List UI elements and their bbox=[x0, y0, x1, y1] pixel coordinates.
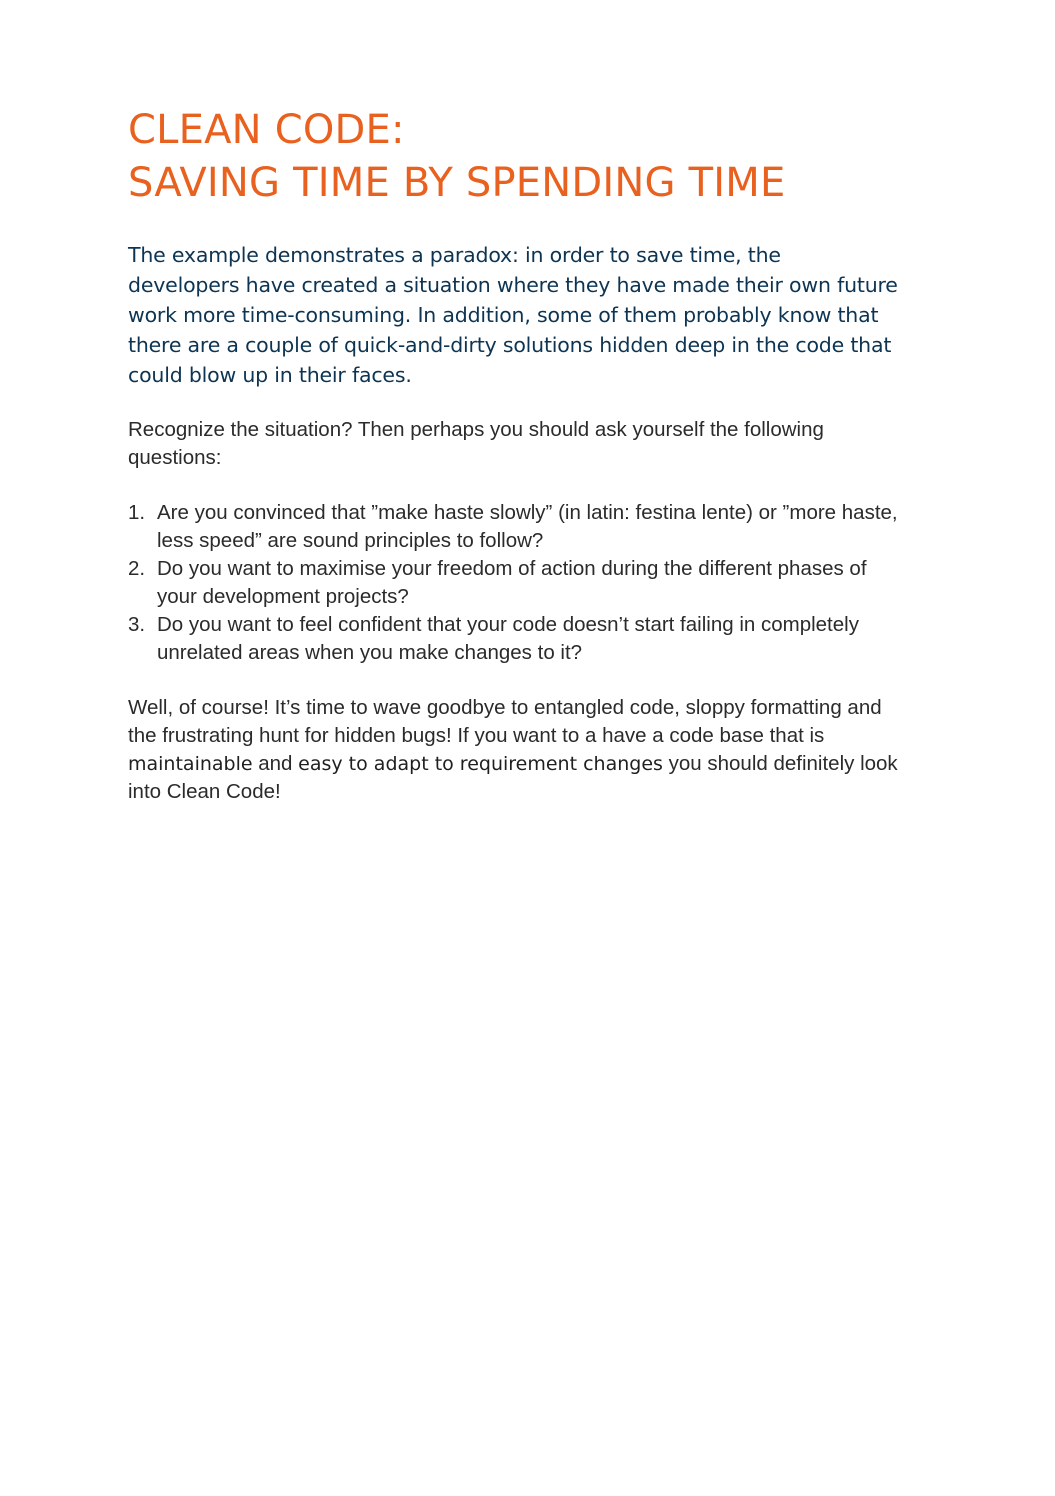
list-item-text: Do you want to maximise your freedom of action during the different phases of your development projects? bbox=[157, 557, 867, 608]
lead-paragraph: The example demonstrates a paradox: in order to save time, the developers have created a situation where they have made their own future work more time-consuming. In addition, some of them probably know that there are a couple of quick-and-dirty solutions hidden deep in the code that could blow up in their faces. bbox=[128, 243, 898, 387]
list-item-number: 3. bbox=[128, 613, 146, 636]
list-item bbox=[128, 499, 898, 555]
list-item-number: 1. bbox=[128, 501, 146, 524]
title-line-2: SAVING TIME BY SPENDING TIME bbox=[128, 160, 786, 206]
title-line-1: CLEAN CODE: bbox=[128, 107, 405, 153]
closing-text-part-2: and bbox=[252, 752, 299, 775]
intro-paragraph: Recognize the situation? Then perhaps you should ask yourself the following questions: bbox=[128, 418, 824, 469]
closing-text-part-1: Well, of course! It’s time to wave goodbye to entangled code, sloppy formatting and the frustrating hunt for hidden bugs! If you want to a have a code base that is bbox=[128, 696, 882, 747]
page-title bbox=[128, 104, 898, 210]
emphasis-maintainable: maintainable bbox=[128, 753, 253, 775]
list-item-text: Do you want to feel confident that your code doesn’t start failing in completely unrelated areas when you make changes to it? bbox=[157, 613, 859, 664]
list-item bbox=[128, 555, 898, 611]
emphasis-requirement-changes: easy to adapt to requirement changes bbox=[298, 753, 663, 775]
document-page bbox=[128, 104, 898, 806]
list-item-text: Are you convinced that ”make haste slowly” (in latin: festina lente) or ”more haste, less speed” are sound principles to follow? bbox=[157, 501, 898, 552]
list-item-number: 2. bbox=[128, 557, 146, 580]
questions-list bbox=[128, 499, 898, 667]
list-item bbox=[128, 611, 898, 667]
closing-paragraph bbox=[128, 694, 898, 806]
closing-text-part-3: you should definitely look into Clean Code! bbox=[128, 752, 898, 803]
